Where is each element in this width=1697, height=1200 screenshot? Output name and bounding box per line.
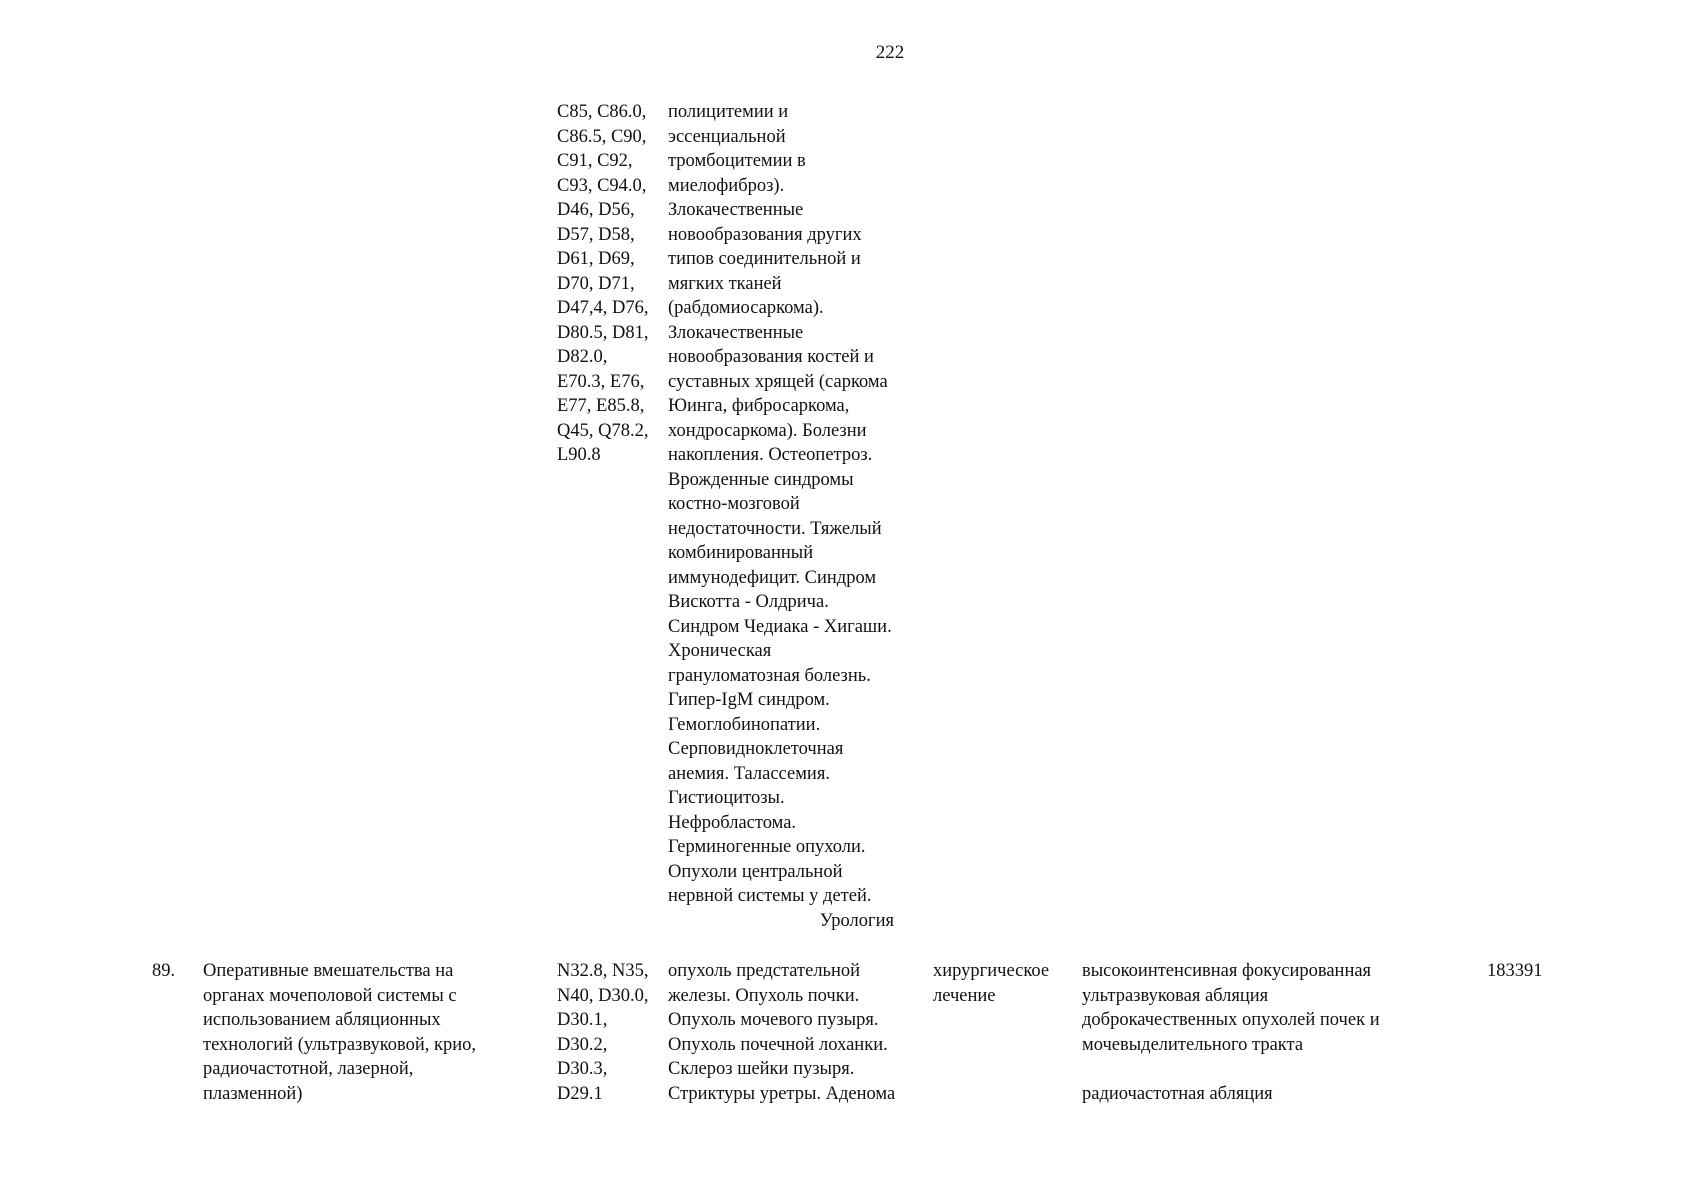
diagnosis-line: Стриктуры уретры. Аденома [668,1083,896,1104]
row-icd-codes [557,959,648,1106]
diagnosis-line: (рабдомиосаркома). [668,298,824,318]
treatment-type-line: лечение [933,985,996,1006]
diagnosis-line: иммунодефицит. Синдром [668,567,877,588]
icd-code-line: D80.5, D81, [557,322,649,343]
row-treatment-methods [1082,959,1380,1106]
diagnosis-line: суставных хрящей (саркома [668,371,888,392]
method-line: мочевыделительного тракта [1082,1034,1304,1055]
diagnosis-line: миелофиброз). [668,175,785,196]
row-intervention-name [203,959,476,1106]
icd-code-line: D82.0, [557,347,608,367]
intervention-name-line: органах мочеполовой системы с [203,985,457,1006]
diagnosis-line: Гистиоцитозы. [668,788,785,808]
method-radiofrequency [1082,1082,1380,1107]
icd-code-line: Q45, Q78.2, [557,420,649,441]
intervention-name-line: плазменной) [203,1083,303,1104]
diagnosis-line: мягких тканей [668,273,782,294]
diagnosis-line: Юинга, фибросаркома, [668,396,850,416]
diagnosis-line: Вискотта - Олдрича. [668,592,829,612]
intervention-name-line: технологий (ультразвуковой, крио, [203,1034,477,1055]
diagnosis-line: новообразования других [668,224,862,245]
diagnosis-line: опухоль предстательной [668,961,861,981]
diagnosis-line: полицитемии и [668,102,789,122]
method-gap [1082,1057,1380,1082]
diagnosis-line: Врожденные синдромы [668,469,854,490]
diagnosis-line: Герминогенные опухоли. [668,837,866,857]
diagnosis-line: типов соединительной и [668,249,861,269]
icd-code-line: C91, C92, [557,151,633,171]
icd-code-line: D30.3, [557,1059,608,1079]
icd-code-line: C86.5, C90, [557,126,647,147]
diagnosis-line: комбинированный [668,543,814,563]
section-heading: Урология [819,911,894,931]
row-cost: 183391 [1487,961,1543,981]
icd-code-line: C85, C86.0, [557,102,647,122]
icd-code-line: D57, D58, [557,224,635,245]
diagnosis-line: Склероз шейки пузыря. [668,1059,855,1079]
icd-code-line: D46, D56, [557,200,635,220]
icd-code-line: N40, D30.0, [557,985,649,1006]
diagnosis-line: накопления. Остеопетроз. [668,445,873,465]
diagnosis-line: Опухоль мочевого пузыря. [668,1010,879,1030]
method-line: ультразвуковая абляция [1082,985,1269,1006]
method-hifu [1082,959,1380,1057]
intervention-name-line: Оперативные вмешательства на [203,961,454,981]
diagnosis-line: анемия. Талассемия. [668,763,830,784]
diagnosis-line: тромбоцитемии в [668,151,806,171]
icd-code-line: L90.8 [557,445,601,465]
intervention-name-line: использованием абляционных [203,1010,441,1030]
icd-code-line: D70, D71, [557,273,635,294]
icd-code-line: E77, E85.8, [557,396,645,416]
icd-code-line: D30.2, [557,1034,608,1055]
diagnosis-line: грануломатозная болезнь. [668,665,871,686]
diagnosis-line: Хроническая [668,641,772,661]
diagnosis-line: Нефробластома. [668,812,797,833]
method-line: доброкачественных опухолей почек и [1082,1010,1380,1030]
diagnosis-line: Опухоль почечной лоханки. [668,1034,888,1055]
icd-code-line: E70.3, E76, [557,371,645,392]
diagnosis-line: эссенциальной [668,126,786,147]
diagnosis-line: нервной системы у детей. [668,886,872,906]
diagnosis-line: хондросаркома). Болезни [668,420,867,441]
diagnosis-line: Злокачественные [668,322,804,343]
diagnosis-line: Гипер-IgM синдром. [668,690,830,710]
diagnosis-line: Опухоли центральной [668,861,843,882]
intervention-name-line: радиочастотной, лазерной, [203,1059,414,1079]
icd-code-line: D61, D69, [557,249,635,269]
diagnosis-line: Синдром Чедиака - Хигаши. [668,616,892,637]
diagnosis-line: Гемоглобинопатии. [668,714,821,735]
icd-code-line: D30.1, [557,1010,608,1030]
continuation-codes-column [557,100,648,468]
diagnosis-line: железы. Опухоль почки. [668,985,860,1006]
row-treatment-type [933,959,1049,1008]
icd-code-line: N32.8, N35, [557,961,649,981]
row-diagnosis [668,959,895,1106]
diagnosis-line: Злокачественные [668,200,804,220]
continuation-diagnosis-column [668,100,892,909]
icd-code-line: D47,4, D76, [557,298,649,318]
treatment-type-line: хирургическое [933,961,1050,981]
method-line: высокоинтенсивная фокусированная [1082,961,1372,981]
icd-code-line: C93, C94.0, [557,175,647,196]
row-number: 89. [152,961,176,981]
method-line: радиочастотная абляция [1082,1083,1273,1104]
page-number: 222 [875,42,905,63]
diagnosis-line: новообразования костей и [668,347,874,367]
icd-code-line: D29.1 [557,1083,603,1104]
diagnosis-line: Серповидноклеточная [668,739,844,759]
diagnosis-line: недостаточности. Тяжелый [668,518,882,539]
diagnosis-line: костно-мозговой [668,494,800,514]
